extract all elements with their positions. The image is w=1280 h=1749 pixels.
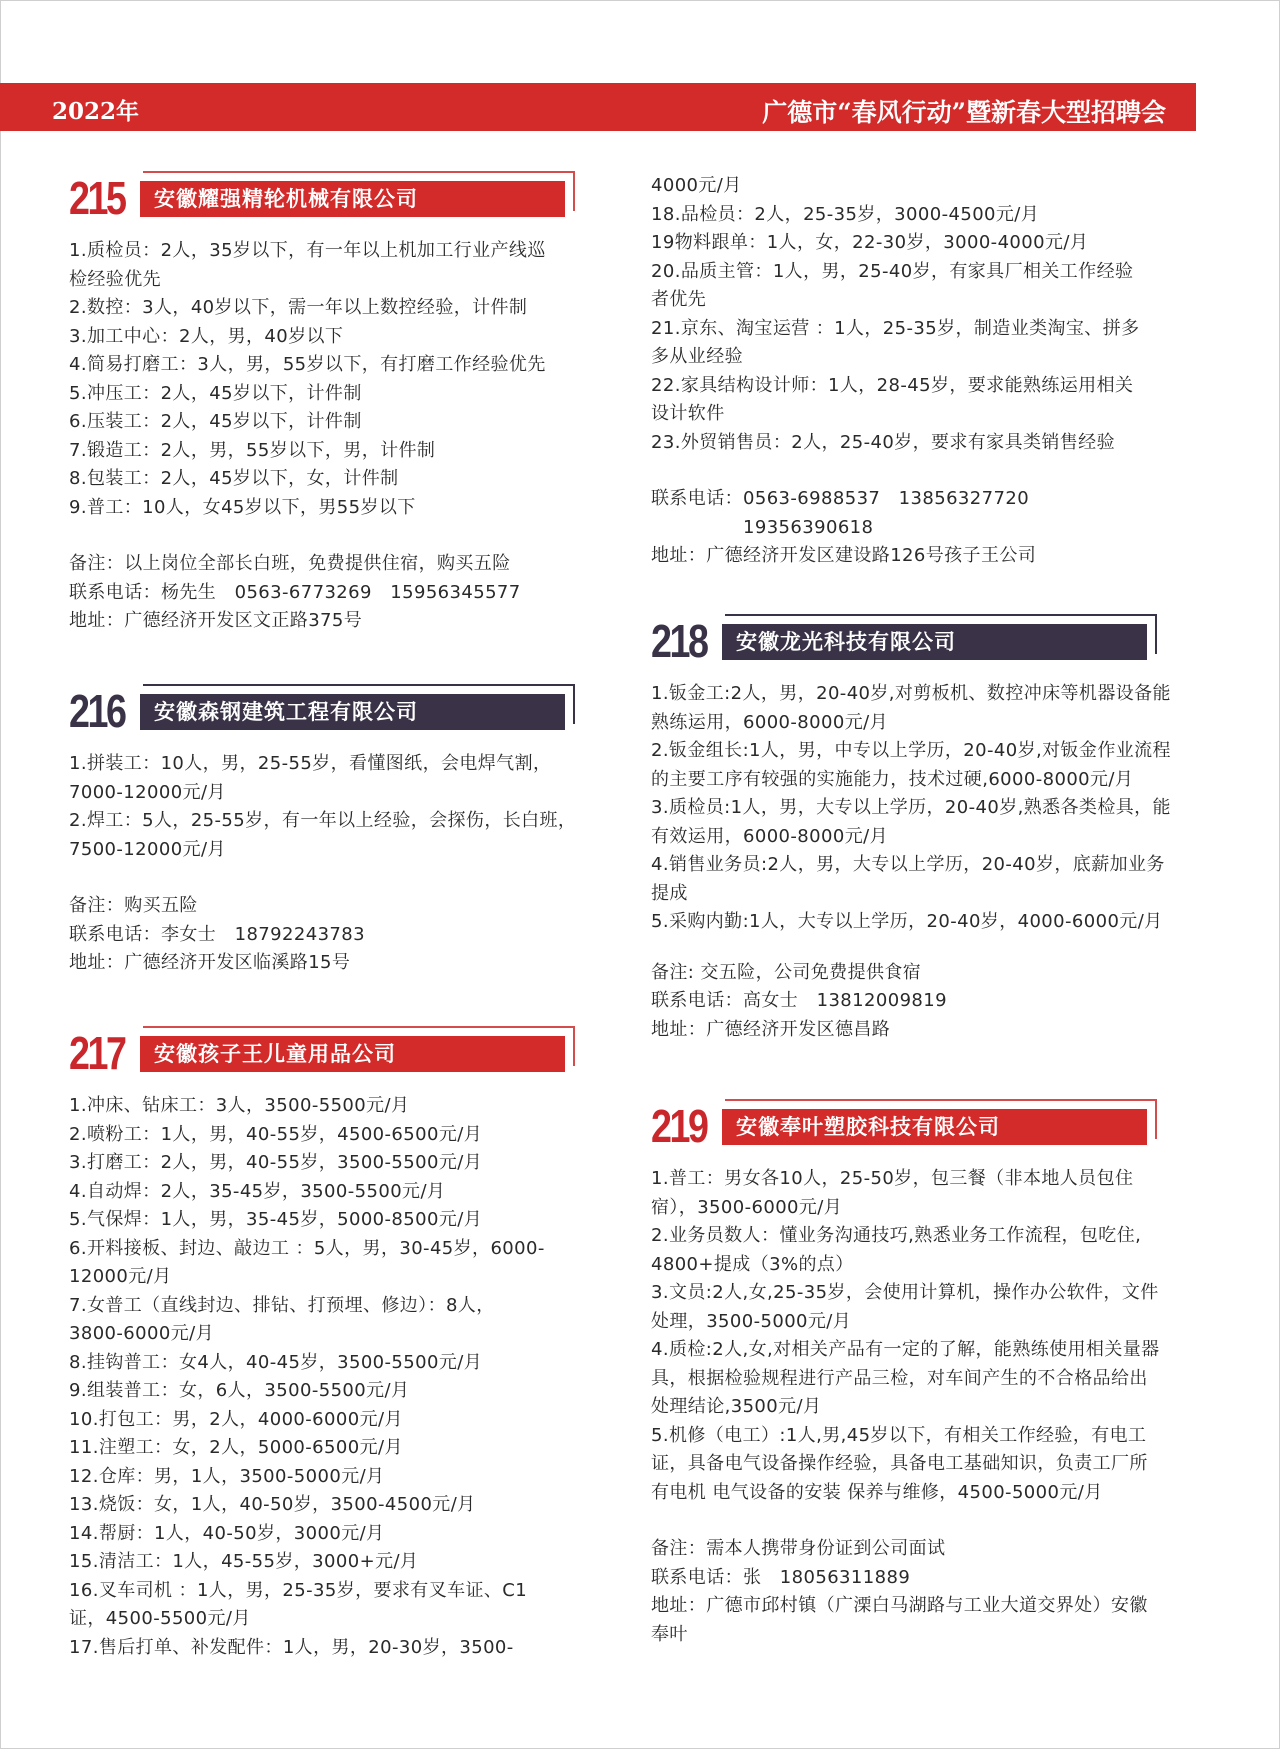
text-line: 有效运用，6000-8000元/月: [651, 825, 888, 847]
text-line: 检经验优先: [69, 268, 161, 290]
company-notes: [651, 1535, 1196, 1649]
text-line: 证，具备电气设备操作经验，具备电工基础知识，负责工厂所: [651, 1453, 1148, 1474]
text-line: 地址：广德经济开发区建设路126号孩子王公司: [651, 545, 1037, 566]
text-line: 7500-12000元/月: [69, 838, 226, 860]
text-line: 备注：购买五险: [69, 895, 198, 916]
text-line: 熟练运用，6000-8000元/月: [651, 711, 888, 733]
text-line: 1.普工：男女各10人，25-50岁，包三餐（非本地人员包住: [651, 1168, 1134, 1189]
text-line: 3.加工中心：2人，男，40岁以下: [69, 325, 344, 347]
text-line: 6.开料接板、封边、敲边工 ：5人，男，30-45岁，6000-: [69, 1237, 545, 1259]
header-banner: [0, 83, 1196, 131]
text-line: 宿），3500-6000元/月: [651, 1196, 843, 1218]
text-line: 3.质检员:1人，男，大专以上学历，20-40岁,熟悉各类检具，能: [651, 797, 1171, 818]
text-line: 3800-6000元/月: [69, 1323, 214, 1344]
text-line: 16.叉车司机 ：1人，男，25-35岁，要求有叉车证、C1: [69, 1579, 528, 1601]
text-line: 23.外贸销售员：2人，25-40岁，要求有家具类销售经验: [651, 431, 1115, 453]
text-line: 8.挂钩普工：女4人，40-45岁，3500-5500元/月: [69, 1351, 483, 1373]
job-list: [69, 750, 609, 864]
text-line: 5.气保焊：1人，男，35-45岁，5000-8500元/月: [69, 1209, 483, 1230]
job-list: [651, 1165, 1196, 1507]
text-line: 4.简易打磨工：3人，男，55岁以下，有打磨工作经验优先: [69, 354, 546, 375]
text-line: 4800+提成（3%的点）: [651, 1253, 854, 1275]
text-line: 2.业务员数人：懂业务沟通技巧,熟悉业务工作流程，包吃住,: [651, 1225, 1142, 1246]
text-line: 地址：广德经济开发区德昌路: [651, 1018, 891, 1040]
text-line: 4000元/月: [651, 175, 742, 196]
text-line: 4.质检:2人,女,对相关产品有一定的了解，能熟练使用相关量器: [651, 1339, 1160, 1360]
text-line: 9.组装普工：女，6人，3500-5500元/月: [69, 1380, 410, 1401]
company-notes: [69, 550, 609, 636]
text-line: 地址：广德经济开发区文正路375号: [69, 610, 363, 631]
company-name: 安徽奉叶塑胶科技有限公司: [722, 1109, 1147, 1145]
text-line: 设计软件: [651, 403, 725, 424]
text-line: 处理，3500-5000元/月: [651, 1310, 852, 1332]
text-line: 20.品质主管：1人，男，25-40岁，有家具厂相关工作经验: [651, 260, 1134, 282]
company-header: [69, 171, 609, 227]
company-218: [651, 614, 1196, 1044]
text-line: 者优先: [651, 289, 707, 310]
company-number: 217: [69, 1027, 125, 1079]
job-list: [651, 680, 1196, 937]
text-line: 4.自动焊：2人，35-45岁，3500-5500元/月: [69, 1180, 446, 1202]
text-line: 15.清洁工：1人，45-55岁，3000+元/月: [69, 1551, 419, 1572]
company-notes: [651, 959, 1196, 1045]
company-notes: [69, 892, 609, 978]
text-line: 具，根据检验规程进行产品三检，对车间产生的不合格品给出: [651, 1367, 1148, 1389]
text-line: 19356390618: [651, 516, 874, 538]
text-line: 5.采购内勤:1人，大专以上学历，20-40岁，4000-6000元/月: [651, 911, 1163, 932]
job-list: [69, 237, 609, 522]
text-line: 19物料跟单：1人，女，22-30岁，3000-4000元/月: [651, 232, 1089, 253]
text-line: 联系电话：张 18056311889: [651, 1566, 911, 1588]
company-216: [69, 684, 609, 978]
text-line: 7.锻造工：2人，男，55岁以下，男，计件制: [69, 439, 436, 461]
text-line: 2.喷粉工：1人，男，40-55岁，4500-6500元/月: [69, 1123, 483, 1145]
company-name: 安徽龙光科技有限公司: [722, 624, 1147, 660]
text-line: 地址：广德市邱村镇（广溧白马湖路与工业大道交界处）安徽: [651, 1595, 1148, 1616]
text-line: 14.帮厨：1人，40-50岁，3000元/月: [69, 1522, 385, 1544]
text-line: 处理结论,3500元/月: [651, 1396, 822, 1417]
text-line: 4.销售业务员:2人，男，大专以上学历，20-40岁，底薪加业务: [651, 854, 1165, 875]
company-header: [651, 1099, 1196, 1155]
company-header: [651, 614, 1196, 670]
text-line: 7.女普工（直线封边、排钻、打预埋、修边）：8人，: [69, 1294, 495, 1316]
text-line: 备注：需本人携带身份证到公司面试: [651, 1538, 946, 1559]
text-line: 证，4500-5500元/月: [69, 1608, 251, 1629]
text-line: 3.打磨工：2人，男，40-55岁，3500-5500元/月: [69, 1152, 483, 1173]
text-line: 12.仓库：男，1人，3500-5000元/月: [69, 1465, 385, 1487]
text-line: 1.冲床、钻床工：3人，3500-5500元/月: [69, 1095, 410, 1116]
text-line: 奉叶: [651, 1623, 688, 1645]
text-line: 7000-12000元/月: [69, 781, 226, 803]
text-line: 10.打包工：男，2人，4000-6000元/月: [69, 1408, 403, 1430]
text-line: 21.京东、淘宝运营 ：1人，25-35岁，制造业类淘宝、拼多: [651, 317, 1140, 339]
text-line: 联系电话：0563-6988537 13856327720: [651, 488, 1030, 509]
text-line: 提成: [651, 882, 688, 904]
banner-year: 2022年: [52, 98, 140, 125]
text-line: 17.售后打单、补发配件：1人，男，20-30岁，3500-: [69, 1636, 514, 1658]
company-name: 安徽森钢建筑工程有限公司: [140, 694, 565, 730]
text-line: 12000元/月: [69, 1266, 172, 1287]
text-line: 22.家具结构设计师：1人，28-45岁，要求能熟练运用相关: [651, 374, 1134, 396]
text-line: 多从业经验: [651, 346, 743, 367]
text-line: 联系电话：杨先生 0563-6773269 15956345577: [69, 581, 521, 603]
text-line: 联系电话：高女士 13812009819: [651, 990, 947, 1011]
company-number: 219: [651, 1100, 707, 1152]
company-217-continued: [651, 172, 1196, 571]
text-line: 地址：广德经济开发区临溪路15号: [69, 952, 351, 973]
text-line: 备注: 交五险，公司免费提供食宿: [651, 961, 922, 983]
text-line: 13.烧饭：女，1人，40-50岁，3500-4500元/月: [69, 1494, 476, 1515]
text-line: 18.品检员：2人，25-35岁，3000-4500元/月: [651, 203, 1040, 225]
company-217: [69, 1026, 609, 1662]
company-number: 215: [69, 172, 125, 224]
text-line: 11.注塑工：女，2人，5000-6500元/月: [69, 1437, 403, 1458]
banner-title: 广德市“春风行动”暨新春大型招聘会: [762, 98, 1166, 127]
company-number: 218: [651, 615, 707, 667]
job-list: [69, 1092, 609, 1662]
text-line: 1.拼装工：10人，男，25-55岁，看懂图纸，会电焊气割，: [69, 753, 552, 774]
company-name: 安徽耀强精轮机械有限公司: [140, 181, 565, 217]
text-line: 2.数控：3人，40岁以下，需一年以上数控经验，计件制: [69, 297, 528, 318]
text-line: 5.机修（电工）:1人,男,45岁以下，有相关工作经验，有电工: [651, 1424, 1147, 1446]
text-line: 2.钣金组长:1人，男，中专以上学历，20-40岁,对钣金作业流程: [651, 740, 1171, 761]
text-line: 联系电话：李女士 18792243783: [69, 923, 365, 945]
company-name: 安徽孩子王儿童用品公司: [140, 1036, 565, 1072]
job-list-continued: [651, 172, 1196, 457]
text-line: 9.普工：10人，女45岁以下，男55岁以下: [69, 496, 416, 518]
text-line: 5.冲压工：2人，45岁以下，计件制: [69, 382, 362, 404]
company-header: [69, 1026, 609, 1082]
company-215: [69, 171, 609, 636]
text-line: 3.文员:2人,女,25-35岁，会使用计算机，操作办公软件，文件: [651, 1282, 1159, 1303]
company-header: [69, 684, 609, 740]
company-219: [651, 1099, 1196, 1649]
text-line: 8.包装工：2人，45岁以下，女，计件制: [69, 468, 399, 489]
text-line: 的主要工序有较强的实施能力，技术过硬,6000-8000元/月: [651, 768, 1134, 790]
text-line: 备注：以上岗位全部长白班，免费提供住宿，购买五险: [69, 553, 511, 574]
company-number: 216: [69, 685, 125, 737]
text-line: 6.压装工：2人，45岁以下，计件制: [69, 411, 362, 432]
text-line: 1.质检员：2人，35岁以下，有一年以上机加工行业产线巡: [69, 240, 546, 261]
company-notes: [651, 485, 1196, 571]
text-line: 1.钣金工:2人，男，20-40岁,对剪板机、数控冲床等机器设备能: [651, 683, 1171, 704]
text-line: 2.焊工：5人，25-55岁，有一年以上经验，会探伤，长白班，: [69, 810, 577, 831]
text-line: 有电机 电气设备的安装 保养与维修，4500-5000元/月: [651, 1481, 1103, 1503]
